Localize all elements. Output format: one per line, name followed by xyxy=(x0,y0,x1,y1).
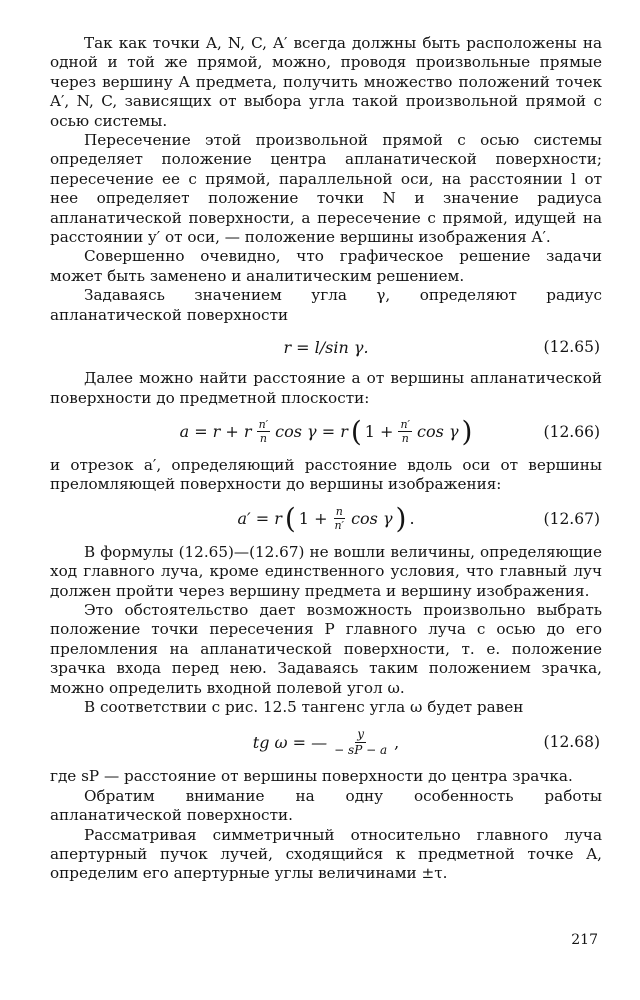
equation-12-68 xyxy=(50,717,602,767)
paragraph-10: где sP — расстояние от вершины поверхности до центра зрачка. xyxy=(50,767,573,786)
equation-12-67-formula xyxy=(237,501,415,535)
eq67-frac-top: n xyxy=(335,505,343,519)
eq66-frac1-bottom: n xyxy=(259,432,267,446)
eq67-cos: cos γ xyxy=(351,509,393,529)
equation-12-65-formula: r = l/sin γ. xyxy=(283,337,369,357)
eq66-frac1-top: n′ xyxy=(258,418,269,432)
equation-12-65 xyxy=(50,325,602,369)
paragraph-7: В формулы (12.65)—(12.67) не вошли величины, определяющие ход главного луча, кроме единственного условия, что главный луч должен пройти через вершину предмета и вершину изображения. xyxy=(50,542,602,600)
eq67-frac-bottom: n′ xyxy=(334,519,345,533)
eq66-right-paren: ) xyxy=(461,414,473,448)
eq66-frac2-bottom: n xyxy=(401,432,409,446)
paragraph-8: Это обстоятельство дает возможность произвольно выбрать положение точки пересечения P главного луча с осью до его преломления на апланатической поверхности, т. е. положение зрачка входа перед нею. Задаваясь таким положением зрачка, можно определить входной полевой угол ω. xyxy=(50,600,602,697)
page-number: 217 xyxy=(571,932,598,948)
eq66-left-paren: ( xyxy=(350,414,362,448)
paragraph-12: Рассматривая симметричный относительно главного луча апертурный пучок лучей, сходящийся к предметной точке A, определим его апертурные углы величинами ±τ. xyxy=(50,825,602,883)
paragraph-11: Обратим внимание на одну особенность работы апланатической поверхности. xyxy=(50,786,602,825)
equation-12-67-number: (12.67) xyxy=(543,509,600,528)
eq67-tail: . xyxy=(409,509,415,529)
eq66-fraction-1 xyxy=(257,419,271,444)
eq67-fraction xyxy=(332,506,346,531)
equation-12-66 xyxy=(50,408,602,456)
paragraph-5: Далее можно найти расстояние a от вершины апланатической поверхности до предметной плоскости: xyxy=(50,369,602,407)
equation-12-65-number: (12.65) xyxy=(543,338,600,357)
paragraph-9: В соответствии с рис. 12.5 тангенс угла ω будет равен xyxy=(84,697,524,716)
eq66-cos-2: cos γ xyxy=(417,422,459,442)
paragraph-3: Совершенно очевидно, что графическое решение задачи может быть заменено и аналитическим решением. xyxy=(50,247,602,285)
eq66-lhs: a = r + r xyxy=(179,422,252,442)
eq68-tail: , xyxy=(394,732,400,752)
eq66-fraction-2 xyxy=(398,419,412,444)
paragraph-1: Так как точки A, N, C, A′ всегда должны быть расположены на одной и той же прямой, можно, проводя произвольные прямые через вершину A предмета, получить множество положений точек A′, N, C, зависящих от выбора угла такой произвольной прямой с осью системы. xyxy=(50,34,603,130)
eq67-right-paren: ) xyxy=(395,501,407,535)
eq66-frac2-top: n′ xyxy=(400,418,411,432)
equation-12-66-number: (12.66) xyxy=(543,422,600,441)
equation-12-68-number: (12.68) xyxy=(543,733,600,752)
eq66-cos-1: cos γ = r xyxy=(275,422,348,442)
equation-12-66-formula xyxy=(179,414,473,448)
paragraph-4: Задаваясь значением угла γ, определяют радиус апланатической поверхности xyxy=(50,286,602,324)
paragraph-2: Пересечение этой произвольной прямой с осью системы определяет положение центра апланатической поверхности; пересечение ее с прямой, параллельной оси, на расстоянии l от нее определяет положение точки N и значение радиуса апланатической поверхности, а пересечение с прямой, идущей на расстоянии y′ от оси, — положение вершины изображения A′. xyxy=(50,131,602,247)
eq67-one: 1 + xyxy=(298,509,328,529)
eq66-one: 1 + xyxy=(364,422,394,442)
eq68-lhs: tg ω = — xyxy=(252,732,328,752)
eq68-frac-bottom: − sP − a xyxy=(334,742,388,757)
paragraph-6: и отрезок a′, определяющий расстояние вдоль оси от вершины преломляющей поверхности до вершины изображения: xyxy=(50,455,602,494)
eq67-lhs: a′ = r xyxy=(237,509,282,529)
eq68-frac-top: y xyxy=(357,726,365,741)
eq67-left-paren: ( xyxy=(284,501,296,535)
equation-12-68-formula xyxy=(253,728,399,757)
equation-12-67 xyxy=(50,495,602,543)
eq68-fraction xyxy=(332,728,389,757)
